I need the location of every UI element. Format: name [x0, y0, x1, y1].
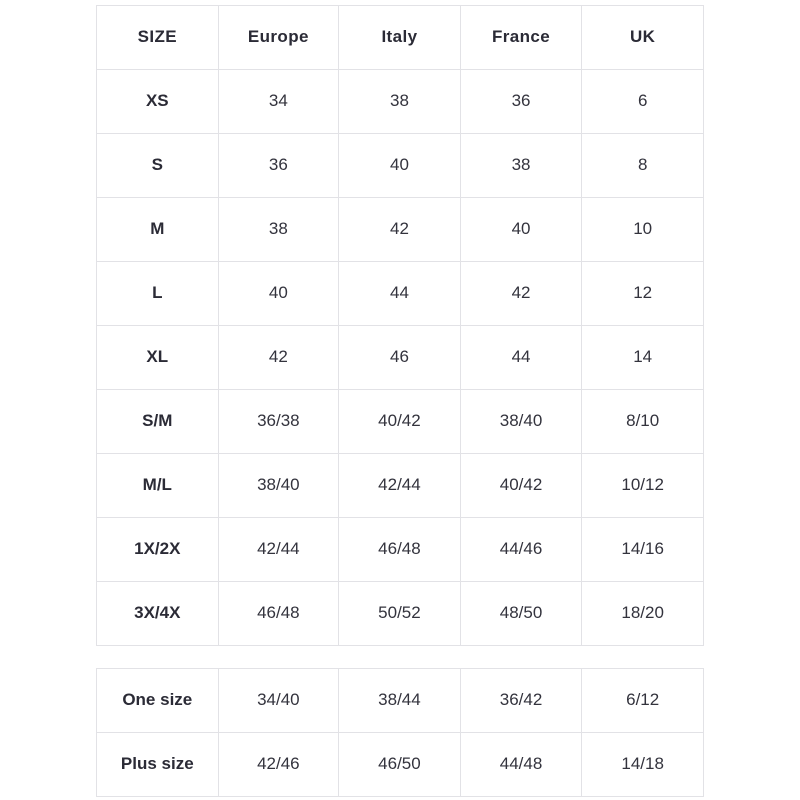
cell-italy: 44 [339, 262, 461, 326]
row-label-one-size: One size [97, 669, 219, 733]
column-header-france: France [460, 6, 582, 70]
table-row [97, 669, 704, 733]
cell-france: 48/50 [460, 582, 582, 646]
cell-italy: 38/44 [339, 669, 461, 733]
cell-france: 44 [460, 326, 582, 390]
cell-france: 36/42 [460, 669, 582, 733]
cell-europe: 38/40 [218, 454, 339, 518]
row-label: 1X/2X [97, 518, 219, 582]
secondary-size-table [96, 668, 704, 797]
cell-italy: 40 [339, 134, 461, 198]
cell-uk: 8/10 [582, 390, 704, 454]
cell-france: 38/40 [460, 390, 582, 454]
cell-italy: 42 [339, 198, 461, 262]
table-row [97, 390, 704, 454]
main-size-table-wrapper [96, 5, 704, 646]
secondary-size-table-wrapper [96, 668, 704, 797]
table-row [97, 134, 704, 198]
table-row [97, 70, 704, 134]
cell-italy: 38 [339, 70, 461, 134]
cell-italy: 46/50 [339, 733, 461, 797]
table-row [97, 733, 704, 797]
cell-italy: 40/42 [339, 390, 461, 454]
cell-europe: 36/38 [218, 390, 339, 454]
secondary-table-body [97, 669, 704, 797]
row-label: L [97, 262, 219, 326]
row-label: M [97, 198, 219, 262]
row-label: XS [97, 70, 219, 134]
row-label: M/L [97, 454, 219, 518]
column-header-italy: Italy [339, 6, 461, 70]
cell-uk: 8 [582, 134, 704, 198]
main-table-body [97, 70, 704, 646]
cell-france: 38 [460, 134, 582, 198]
cell-france: 42 [460, 262, 582, 326]
cell-europe: 34 [218, 70, 339, 134]
cell-italy: 46/48 [339, 518, 461, 582]
table-row [97, 454, 704, 518]
cell-france: 44/48 [460, 733, 582, 797]
main-size-table [96, 5, 704, 646]
cell-europe: 42 [218, 326, 339, 390]
cell-uk: 14/18 [582, 733, 704, 797]
column-header-uk: UK [582, 6, 704, 70]
cell-uk: 6 [582, 70, 704, 134]
cell-italy: 50/52 [339, 582, 461, 646]
cell-france: 40 [460, 198, 582, 262]
column-header-size: SIZE [97, 6, 219, 70]
cell-europe: 42/46 [218, 733, 339, 797]
cell-france: 40/42 [460, 454, 582, 518]
cell-uk: 18/20 [582, 582, 704, 646]
cell-france: 36 [460, 70, 582, 134]
row-label-plus-size: Plus size [97, 733, 219, 797]
cell-uk: 12 [582, 262, 704, 326]
column-header-europe: Europe [218, 6, 339, 70]
table-row [97, 326, 704, 390]
table-row [97, 518, 704, 582]
main-table-header [97, 6, 704, 70]
row-label: 3X/4X [97, 582, 219, 646]
cell-uk: 6/12 [582, 669, 704, 733]
table-row [97, 582, 704, 646]
cell-uk: 10/12 [582, 454, 704, 518]
row-label: XL [97, 326, 219, 390]
table-row [97, 198, 704, 262]
cell-europe: 40 [218, 262, 339, 326]
cell-uk: 14 [582, 326, 704, 390]
table-row [97, 262, 704, 326]
cell-italy: 46 [339, 326, 461, 390]
cell-uk: 10 [582, 198, 704, 262]
cell-europe: 38 [218, 198, 339, 262]
cell-italy: 42/44 [339, 454, 461, 518]
cell-france: 44/46 [460, 518, 582, 582]
row-label: S [97, 134, 219, 198]
cell-uk: 14/16 [582, 518, 704, 582]
row-label: S/M [97, 390, 219, 454]
cell-europe: 46/48 [218, 582, 339, 646]
cell-europe: 34/40 [218, 669, 339, 733]
cell-europe: 42/44 [218, 518, 339, 582]
table-header-row [97, 6, 704, 70]
cell-europe: 36 [218, 134, 339, 198]
